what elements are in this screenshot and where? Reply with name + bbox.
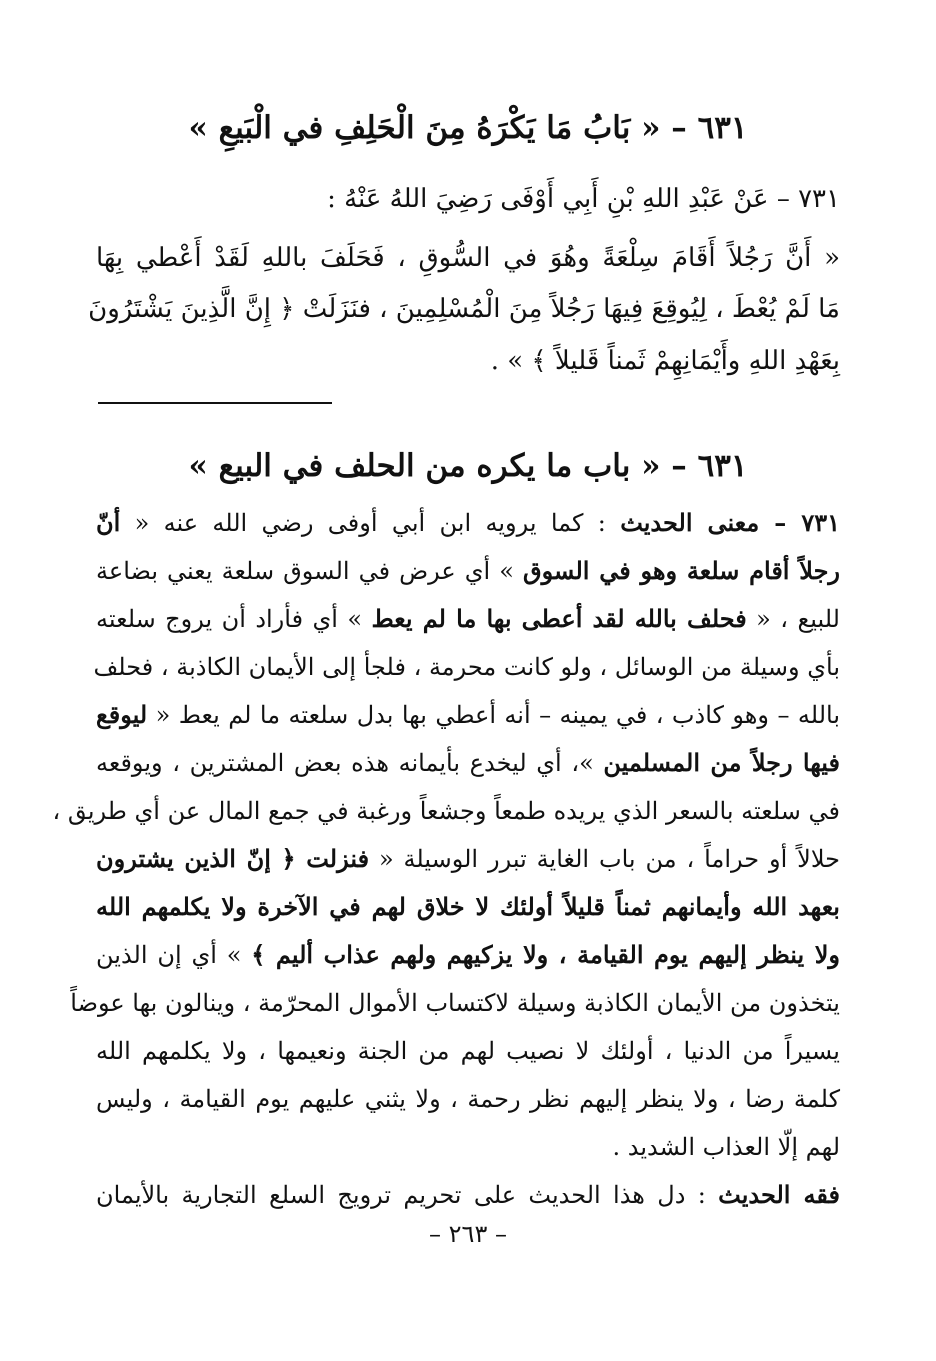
- text-run: » أي إن الذين: [96, 941, 252, 969]
- commentary-line: [96, 556, 840, 586]
- text-run: كلمة رضا ، ولا ينظر إليهم نظر رحمة ، ولا يثني عليهم يوم القيامة ، وليس: [96, 1085, 840, 1113]
- commentary-line: [96, 940, 840, 970]
- bold-text-run: فنزلت ﴿ إنّ الذين يشترون: [96, 844, 370, 873]
- bold-text-run: ٧٣١ – معنى الحديث: [620, 508, 841, 537]
- commentary-line: [96, 508, 840, 538]
- text-run: بأي وسيلة من الوسائل ، ولو كانت محرمة ، فلجأ إلى الأيمان الكاذبة ، فحلف: [93, 653, 840, 681]
- text-run: لهم إلّا العذاب الشديد .: [612, 1133, 840, 1161]
- upper-hadith-line: ٧٣١ – عَنْ عَبْدِ اللهِ بْنِ أَبِي أَوْفَى رَضِيَ اللهُ عَنْهُ :: [327, 184, 840, 214]
- commentary-line: [96, 844, 840, 874]
- text-run: » أي فأراد أن يروج سلعته: [96, 605, 372, 633]
- upper-hadith-line: مَا لَمْ يُعْطَ ، لِيُوقِعَ فِيهَا رَجُلاً مِنَ الْمُسْلِمِينَ ، فنَزَلَتْ ﴿ إِنَّ الَّذِينَ يَشْتَرُونَ: [88, 294, 840, 324]
- bold-text-run: فقه الحديث: [718, 1180, 841, 1209]
- bold-text-run: ولا ينظر إليهم يوم القيامة ، ولا يزكيهم ولهم عذاب أليم ﴾: [251, 940, 841, 969]
- text-run: بالله – وهو كاذب ، في يمينه – أنه أعطي بها بدل سلعته ما لم يعط «: [147, 701, 840, 729]
- text-run: في سلعته بالسعر الذي يريده طمعاً وجشعاً ورغبة في جمع المال عن أي طريق ،: [52, 797, 840, 825]
- text-run: للبيع ، «: [746, 605, 840, 633]
- commentary-line: [93, 652, 840, 682]
- bold-text-run: أنّ: [96, 508, 121, 537]
- commentary-line: [70, 988, 840, 1018]
- commentary-line: [96, 604, 840, 634]
- bold-text-run: رجلاً أقام سلعة وهو في السوق: [523, 556, 840, 585]
- commentary-line: [96, 748, 840, 778]
- bold-text-run: ليوقع: [96, 700, 148, 729]
- commentary-line: [96, 1084, 840, 1114]
- commentary-line: [96, 1180, 840, 1210]
- text-run: » أي عرض في السوق سلعة يعني بضاعة: [96, 557, 524, 585]
- text-run: »، أي ليخدع بأيمانه هذه بعض المشترين ، ويوقعه: [96, 749, 604, 777]
- lower-chapter-heading: ٦٣١ – « باب ما يكره من الحلف في البيع »: [188, 448, 748, 484]
- page-number: – ٢٦٣ –: [429, 1220, 507, 1248]
- bold-text-run: بعهد الله وأيمانهم ثمناً قليلاً أولئك لا خلاق لهم في الآخرة ولا يكلمهم الله: [96, 892, 840, 921]
- text-run: يتخذون من الأيمان الكاذبة وسيلة لاكتساب الأموال المحرّمة ، وينالون بها عوضاً: [70, 989, 840, 1017]
- upper-chapter-heading: ٦٣١ – « بَابُ مَا يَكْرَهُ مِنَ الْحَلِفِ في الْبَيعِ »: [188, 110, 748, 146]
- commentary-line: [96, 1036, 840, 1066]
- commentary-line: [52, 796, 840, 826]
- text-run: يسيراً من الدنيا ، أولئك لا نصيب لهم من الجنة ونعيمها ، ولا يكلمهم الله: [96, 1037, 840, 1065]
- text-run: : كما يرويه ابن أبي أوفى رضي الله عنه «: [120, 509, 621, 537]
- commentary-line: [96, 1132, 840, 1162]
- text-run: حلالاً أو حراماً ، من باب الغاية تبرر الوسيلة «: [369, 845, 840, 873]
- text-run: : دل هذا الحديث على تحريم ترويج السلع التجارية بالأيمان: [96, 1181, 719, 1209]
- bold-text-run: فحلف بالله لقد أعطى بها ما لم يعط: [371, 604, 747, 633]
- upper-hadith-line: « أَنَّ رَجُلاً أَقَامَ سِلْعَةً وهُوَ في السُّوقِ ، فَحَلَفَ باللهِ لَقَدْ أَعْطي بِهَا: [96, 243, 840, 273]
- commentary-line: [96, 700, 840, 730]
- commentary-line: [96, 892, 840, 922]
- section-divider: [98, 402, 332, 404]
- bold-text-run: فيها رجلاً من المسلمين: [603, 748, 840, 777]
- upper-hadith-line: بِعَهْدِ اللهِ وأَيْمَانِهِمْ ثَمناً قَليلاً ﴾ » .: [490, 346, 840, 376]
